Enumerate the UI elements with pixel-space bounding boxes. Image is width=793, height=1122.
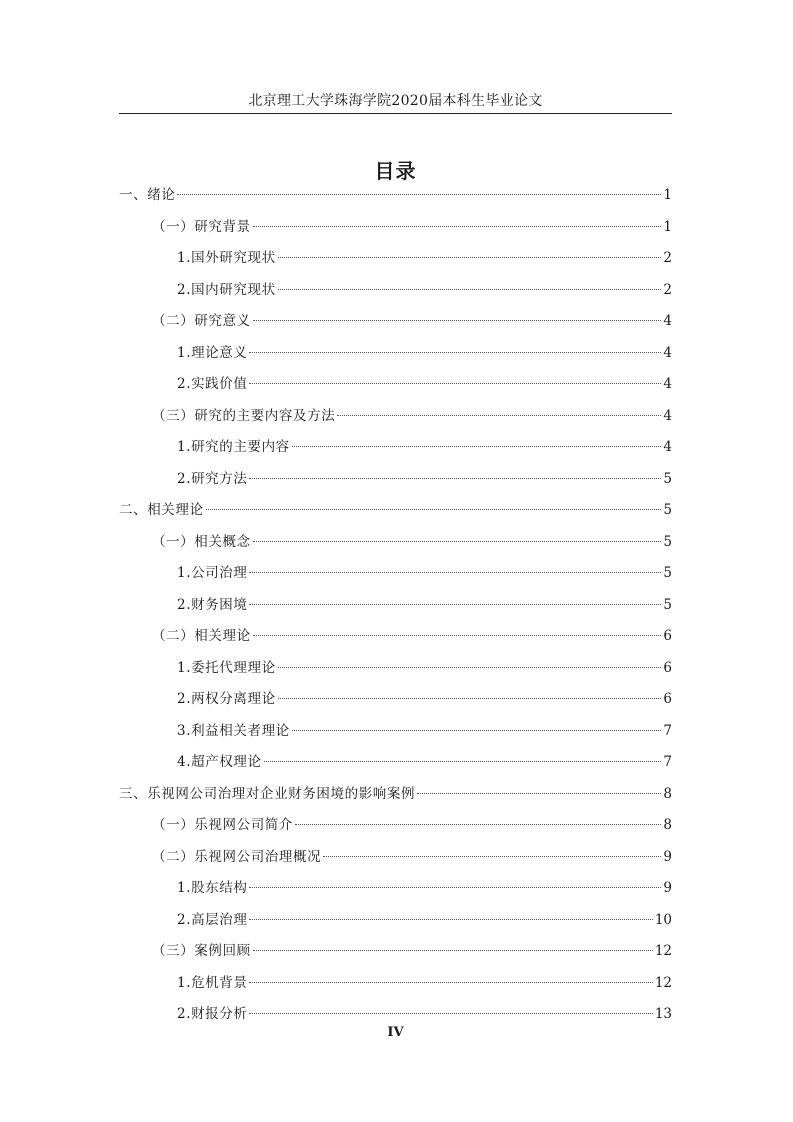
toc-entry-label: 2.国内研究现状 [177,281,276,298]
toc-entry-label: （三）案例回顾 [152,943,251,959]
dot-leader [249,604,661,605]
toc-entry-page: 8 [663,785,672,802]
toc-entry-label: 1.股东结构 [177,880,248,896]
toc-entry[interactable] [119,248,672,280]
toc-entry-label: 1.研究的主要内容 [177,439,290,455]
toc-entry-page: 7 [663,722,672,739]
dot-leader [253,950,653,951]
toc-entry-label: 2.实践价值 [177,376,248,392]
toc-entry-label: （二）乐视网公司治理概况 [152,848,322,865]
toc-entry[interactable] [119,815,672,847]
dot-leader [253,541,662,542]
toc-entry-page: 7 [663,754,672,770]
dot-leader [249,982,652,983]
toc-entry[interactable] [119,847,672,879]
toc-entry-page: 5 [663,596,672,613]
dot-leader [278,257,662,258]
dot-leader [249,572,661,573]
toc-entry[interactable] [119,752,672,784]
dot-leader [253,320,662,321]
toc-entry[interactable] [119,374,672,406]
dot-leader [278,667,662,668]
toc-entry[interactable] [119,941,672,973]
header-rule [119,113,672,114]
toc-entry-page: 6 [663,691,672,707]
toc-entry-page: 4 [663,407,672,424]
toc-entry[interactable] [119,721,672,753]
toc-entry-page: 2 [663,250,672,266]
dot-leader [278,289,662,290]
toc-entry-label: 1.公司治理 [177,565,248,581]
dot-leader [292,730,662,731]
toc-entry-label: 2.两权分离理论 [177,691,276,707]
toc-entry-label: 二、相关理论 [119,502,204,518]
dot-leader [249,887,661,888]
dot-leader [249,478,661,479]
toc-entry-label: （一）乐视网公司简介 [152,817,293,833]
toc-entry[interactable] [119,437,672,469]
toc-entry-page: 4 [663,439,672,455]
toc-entry-label: （一）研究背景 [152,218,251,235]
toc-entry[interactable] [119,469,672,501]
toc-entry-page: 6 [663,659,672,676]
toc-entry-page: 5 [663,533,672,550]
toc-entry-page: 1 [663,218,672,235]
dot-leader [249,1013,652,1014]
dot-leader [278,698,662,699]
toc-entry-page: 10 [654,911,672,928]
toc-entry-page: 5 [663,502,672,518]
dot-leader [206,509,662,510]
toc-entry-page: 4 [663,344,672,361]
toc-entry[interactable] [119,563,672,595]
toc-entry[interactable] [119,689,672,721]
toc-entry-page: 5 [663,565,672,581]
toc-entry[interactable] [119,280,672,312]
toc-title: 目录 [374,159,417,183]
toc-entry[interactable] [119,910,672,942]
toc-entry[interactable] [119,878,672,910]
toc-entry-label: 1.理论意义 [177,344,248,361]
toc-entry[interactable] [119,784,672,816]
toc-entry[interactable] [119,532,672,564]
toc-entry-page: 12 [654,974,672,991]
toc-entry[interactable] [119,658,672,690]
toc-list [119,185,672,1036]
toc-entry-page: 2 [663,281,672,298]
toc-entry-page: 5 [663,470,672,487]
toc-entry-label: 4.超产权理论 [177,754,262,770]
toc-entry-label: 1.危机背景 [177,974,248,991]
dot-leader [253,226,662,227]
toc-entry[interactable] [119,595,672,627]
toc-entry-label: （一）相关概念 [152,533,251,550]
toc-entry-label: 三、乐视网公司治理对企业财务困境的影响案例 [119,785,416,802]
dot-leader [249,352,661,353]
toc-entry[interactable] [119,973,672,1005]
toc-entry-label: 一、绪论 [119,187,176,203]
toc-entry[interactable] [119,500,672,532]
toc-entry-page: 9 [663,880,672,896]
toc-entry-label: 2.财报分析 [177,1006,248,1022]
toc-entry-page: 4 [663,313,672,329]
dot-leader [292,446,662,447]
toc-entry-page: 4 [663,376,672,392]
dot-leader [249,919,652,920]
toc-entry[interactable] [119,343,672,375]
toc-entry[interactable] [119,406,672,438]
page-number: IV [387,1025,404,1040]
toc-entry[interactable] [119,217,672,249]
toc-entry-page: 13 [654,1006,672,1022]
toc-entry-label: 1.委托代理理论 [177,659,276,676]
dot-leader [337,415,661,416]
toc-entry-label: 3.利益相关者理论 [177,722,290,739]
toc-entry-label: （二）相关理论 [152,628,251,644]
toc-entry-label: 1.国外研究现状 [177,250,276,266]
dot-leader [249,383,661,384]
dot-leader [253,635,662,636]
toc-entry-label: 2.财务困境 [177,596,248,613]
toc-entry-label: （三）研究的主要内容及方法 [152,407,336,424]
toc-entry-page: 9 [663,848,672,865]
toc-entry-label: 2.高层治理 [177,911,248,928]
toc-entry-label: （二）研究意义 [152,313,251,329]
toc-entry[interactable] [119,311,672,343]
dot-leader [295,824,661,825]
toc-entry-label: 2.研究方法 [177,470,248,487]
toc-entry-page: 8 [663,817,672,833]
toc-entry-page: 6 [663,628,672,644]
toc-entry-page: 1 [663,187,672,203]
toc-entry[interactable] [119,626,672,658]
dot-leader [417,793,661,794]
toc-entry-page: 12 [654,943,672,959]
toc-entry[interactable] [119,185,672,217]
dot-leader [177,194,661,195]
running-header: 北京理工大学珠海学院2020届本科生毕业论文 [248,93,543,109]
dot-leader [323,856,661,857]
dot-leader [264,761,662,762]
